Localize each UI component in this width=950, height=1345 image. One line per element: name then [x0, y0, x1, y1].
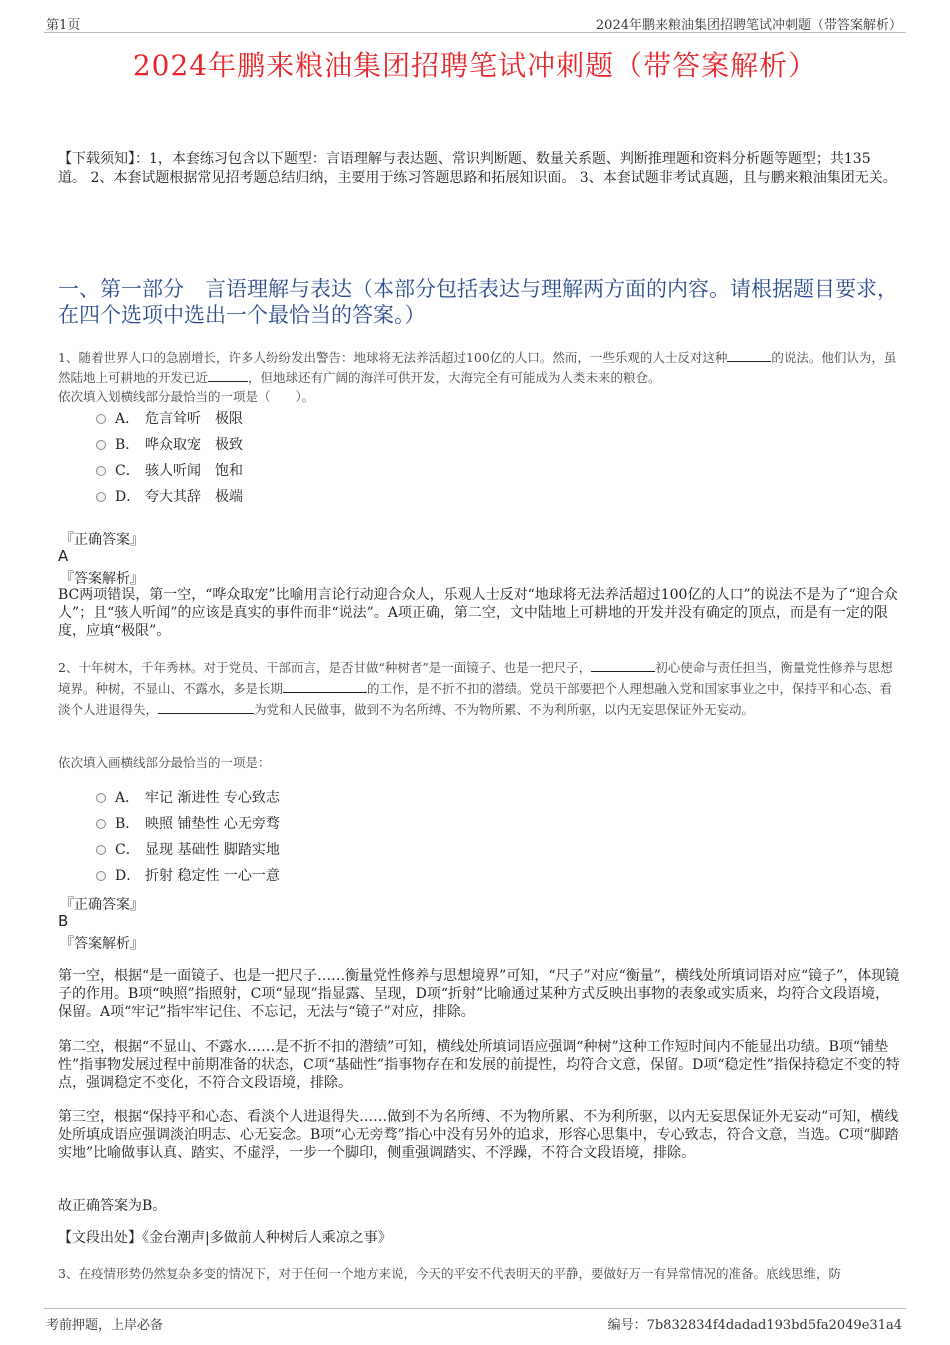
header-doc-title: 2024年鹏来粮油集团招聘笔试冲刺题（带答案解析）	[595, 18, 902, 33]
q2-blank-2	[283, 678, 367, 693]
section-heading: 一、第一部分 言语理解与表达（本部分包括表达与理解两方面的内容。请根据题目要求，在四个选项中选出一个最恰当的答案。）	[58, 277, 898, 327]
footer-doc-id: 编号：7b832834f4dadad193bd5fa2049e31a4	[607, 1318, 902, 1333]
page-number: 第1页	[46, 18, 81, 33]
q1-part-1: 1、随着世界人口的急剧增长，许多人纷纷发出警告：地球将无法养活超过100亿的人口。然而，一些乐观的人士反对这种	[58, 350, 728, 365]
q2-source-title: 《金台潮声|多做前人种树后人乘凉之事》	[142, 1230, 392, 1246]
q1-answer-label: 『正确答案』	[60, 532, 144, 548]
q1-blank-1	[727, 347, 771, 362]
q2-option-a[interactable]: A． 牢记 渐进性 专心致志	[96, 785, 280, 811]
q1-analysis: BC两项错误，第一空，“哗众取宠”比喻用言论行动迎合众人，乐观人士反对“地球将无法养活超过100亿的人口”的说法不是为了“迎合众人”；且“骇人听闻”的应该是真实的事件而非“说法”。A项正确，第二空，文中陆地上可耕地的开发并没有确定的顶点，而是有一定的限度，应填“极限”。	[58, 587, 898, 639]
q1-answer: A	[58, 547, 69, 565]
q2-analysis-3: 第三空，根据“保持平和心态、看淡个人进退得失……做到不为名所缚、不为物所累、不为利所驱，以内无妄思保证外无妄动”可知，横线处所填成语应强调淡泊明志、心无妄念。B项“心无旁骛”指心中没有另外的追求，形容心思集中，专心致志，符合文意，当选。C项“脚踏实地”比喻做事认真、踏实、不虚浮，一步一个脚印，侧重强调踏实、不浮躁，不符合文段语境，排除。	[58, 1109, 899, 1161]
q2-answer: B	[58, 912, 69, 930]
q2-option-c[interactable]: C． 显现 基础性 脚踏实地	[96, 837, 280, 863]
radio-icon[interactable]	[96, 819, 106, 829]
q2-options	[96, 785, 280, 889]
radio-icon[interactable]	[96, 492, 106, 502]
q2-blank-1	[591, 657, 655, 672]
q1-option-a[interactable]: A． 危言耸听 极限	[96, 406, 243, 432]
q2-option-d[interactable]: D． 折射 稳定性 一心一意	[96, 863, 280, 889]
radio-icon[interactable]	[96, 871, 106, 881]
radio-icon[interactable]	[96, 793, 106, 803]
radio-icon[interactable]	[96, 845, 106, 855]
question-3-text: 3、在疫情形势仍然复杂多变的情况下，对于任何一个地方来说，今天的平安不代表明天的平静，要做好万一有异常情况的准备。底线思维，防	[58, 1266, 841, 1281]
footer-slogan: 考前押题，上岸必备	[46, 1318, 164, 1333]
q2-conclusion: 故正确答案为B。	[58, 1198, 167, 1214]
q2-option-b[interactable]: B． 映照 铺垫性 心无旁骛	[96, 811, 280, 837]
question-1-text	[58, 347, 900, 387]
q1-blank-2	[208, 367, 248, 382]
q1-option-d[interactable]: D． 夸大其辞 极端	[96, 484, 243, 510]
q2-analysis-label: 『答案解析』	[60, 936, 144, 952]
q2-analysis-2: 第二空，根据“不显山、不露水……是不折不扣的潜绩”可知，横线处所填词语应强调“种树”这种工作短时间内不能显出功绩。B项“铺垫性”指事物发展过程中前期准备的状态，C项“基础性”指事物存在和发展的前提性，均符合文意，保留。D项“稳定性”指保持稳定不变的特点，强调稳定不变化，不符合文段语境，排除。	[58, 1039, 900, 1091]
question-2-text: 2、十年树木，千年秀林。对于党员、干部而言，是否甘做“种树者”是一面镜子、也是一把尺子， 初心使命与责任担当，衡量党性修养与思想境界。种树，不显山、不露水，多是长期 的工作，是不折不扣的潜绩。党员干部要把个人理想融入党和国家事业之中，保持平和心态、看淡个人进退得失， 为党和人民做事，做到不为名所缚、不为物所累、不为利所驱，以内无妄思保证外无妄动。	[58, 657, 900, 720]
q2-blank-3	[158, 699, 254, 714]
page-title: 2024年鹏来粮油集团招聘笔试冲刺题（带答案解析）	[132, 49, 818, 82]
q1-option-b[interactable]: B． 哗众取宠 极致	[96, 432, 243, 458]
q1-part-2: 的说法。他们认为，虽然陆地上可耕地的开发已近	[58, 350, 897, 385]
q1-part-3: ，但地球还有广阔的海洋可供开发，大海完全有可能成为人类未来的粮仓。	[248, 370, 661, 385]
q2-analysis-1: 第一空，根据“是一面镜子、也是一把尺子……衡量党性修养与思想境界”可知，“尺子”对应“衡量”，横线处所填词语对应“镜子”，体现镜子的作用。B项“映照”指照射，C项“显现”指显露、呈现，D项“折射”比喻通过某种方式反映出事物的表象或实质来，均符合文段语境，保留。A项“牢记”指牢牢记住、不忘记，无法与“镜子”对应，排除。	[58, 968, 900, 1020]
q1-option-c[interactable]: C． 骇人听闻 饱和	[96, 458, 243, 484]
page-footer	[44, 1308, 906, 1333]
q2-source	[58, 1229, 900, 1247]
q2-answer-label: 『正确答案』	[60, 897, 144, 913]
page-header	[44, 12, 906, 33]
q1-options	[96, 406, 243, 510]
radio-icon[interactable]	[96, 466, 106, 476]
radio-icon[interactable]	[96, 414, 106, 424]
q1-prompt: 依次填入划横线部分最恰当的一项是（ ）。	[58, 389, 315, 404]
q1-analysis-label: 『答案解析』	[60, 571, 144, 587]
download-notice: 【下载须知】：1，本套练习包含以下题型：言语理解与表达题、常识判断题、数量关系题、判断推理题和资料分析题等题型；共135道。 2、本套试题根据常见招考题总结归纳，主要用于练习答题思路和拓展知识面。 3、本套试题非考试真题，且与鹏来粮油集团无关。	[58, 151, 897, 186]
q2-source-label: 【文段出处】	[58, 1230, 142, 1246]
radio-icon[interactable]	[96, 440, 106, 450]
q2-prompt: 依次填入画横线部分最恰当的一项是：	[58, 755, 271, 770]
